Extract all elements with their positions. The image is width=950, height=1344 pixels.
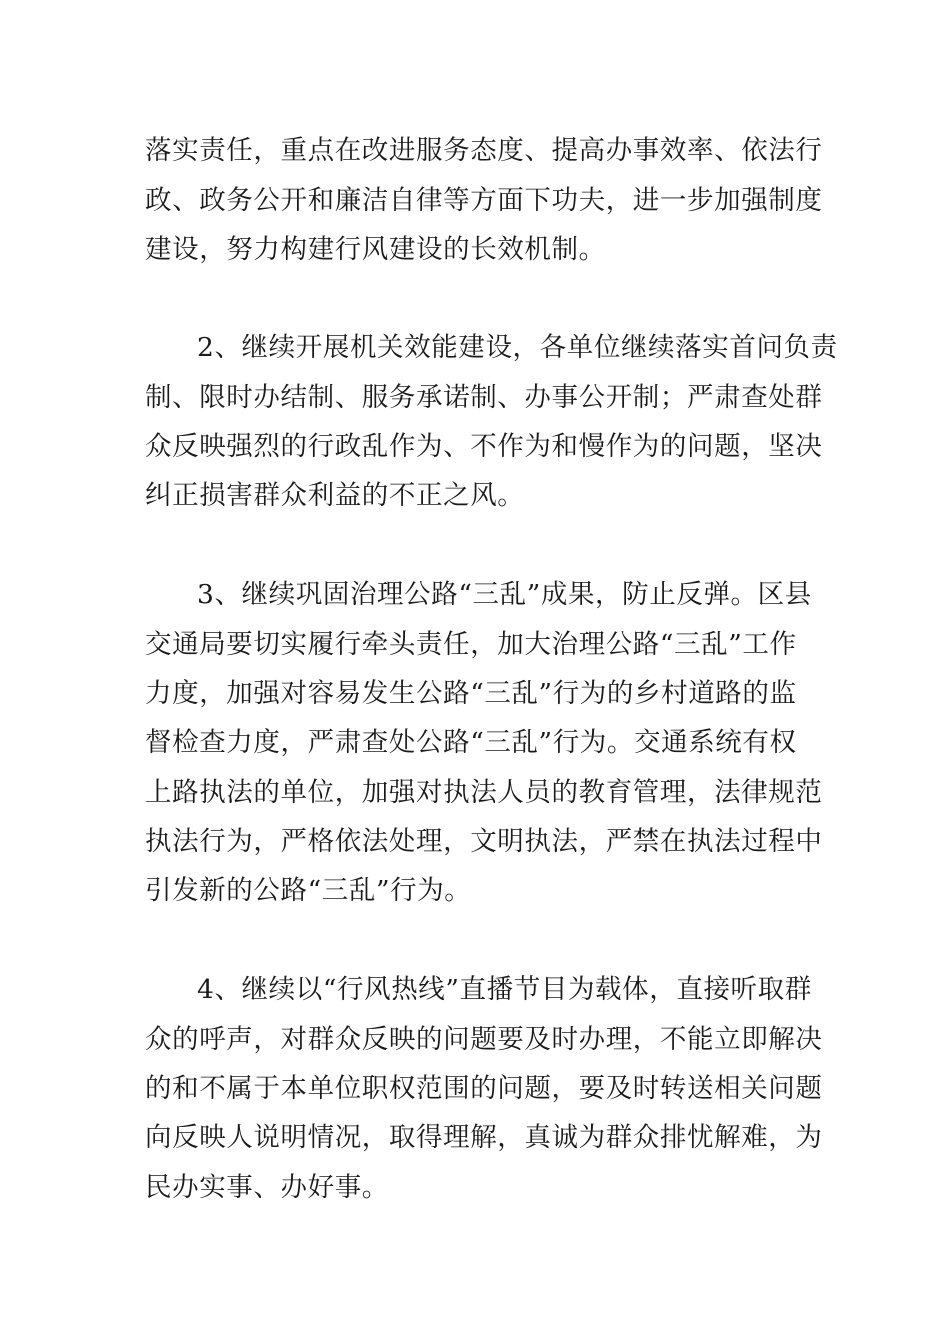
paragraph-1-line-2: 政、政务公开和廉洁自律等方面下功夫，进一步加强制度 <box>145 185 823 216</box>
paragraph-2-line-1: 2、继续开展机关效能建设，各单位继续落实首问负责 <box>197 332 838 363</box>
paragraph-3-line-7: 引发新的公路“三乱”行为。 <box>145 875 472 906</box>
paragraph-4-line-2: 众的呼声，对群众反映的问题要及时办理，不能立即解决 <box>145 1024 823 1055</box>
paragraph-3-line-6: 执法行为，严格依法处理，文明执法，严禁在执法过程中 <box>145 826 823 857</box>
paragraph-3-line-1: 3、继续巩固治理公路“三乱”成果，防止反弹。区县 <box>197 579 812 610</box>
paragraph-3-line-3: 力度，加强对容易发生公路“三乱”行为的乡村道路的监 <box>145 678 797 709</box>
paragraph-4-line-5: 民办实事、办好事。 <box>145 1172 389 1203</box>
paragraph-1-line-3: 建设，努力构建行风建设的长效机制。 <box>145 234 606 265</box>
paragraph-2-line-4: 纠正损害群众利益的不正之风。 <box>145 480 525 511</box>
paragraph-1-line-1: 落实责任，重点在改进服务态度、提高办事效率、依法行 <box>145 135 823 166</box>
paragraph-2-line-2: 制、限时办结制、服务承诺制、办事公开制；严肃查处群 <box>145 382 823 413</box>
paragraph-4-line-3: 的和不属于本单位职权范围的问题，要及时转送相关问题 <box>145 1073 823 1104</box>
paragraph-3-line-5: 上路执法的单位，加强对执法人员的教育管理，法律规范 <box>145 777 823 808</box>
paragraph-2-line-3: 众反映强烈的行政乱作为、不作为和慢作为的问题，坚决 <box>145 431 823 462</box>
paragraph-3-line-4: 督检查力度，严肃查处公路“三乱”行为。交通系统有权 <box>145 727 797 758</box>
paragraph-4-line-4: 向反映人说明情况，取得理解，真诚为群众排忧解难，为 <box>145 1122 823 1153</box>
paragraph-4-line-1: 4、继续以“行风热线”直播节目为载体，直接听取群 <box>197 974 812 1005</box>
paragraph-3-line-2: 交通局要切实履行牵头责任，加大治理公路“三乱”工作 <box>145 629 797 660</box>
